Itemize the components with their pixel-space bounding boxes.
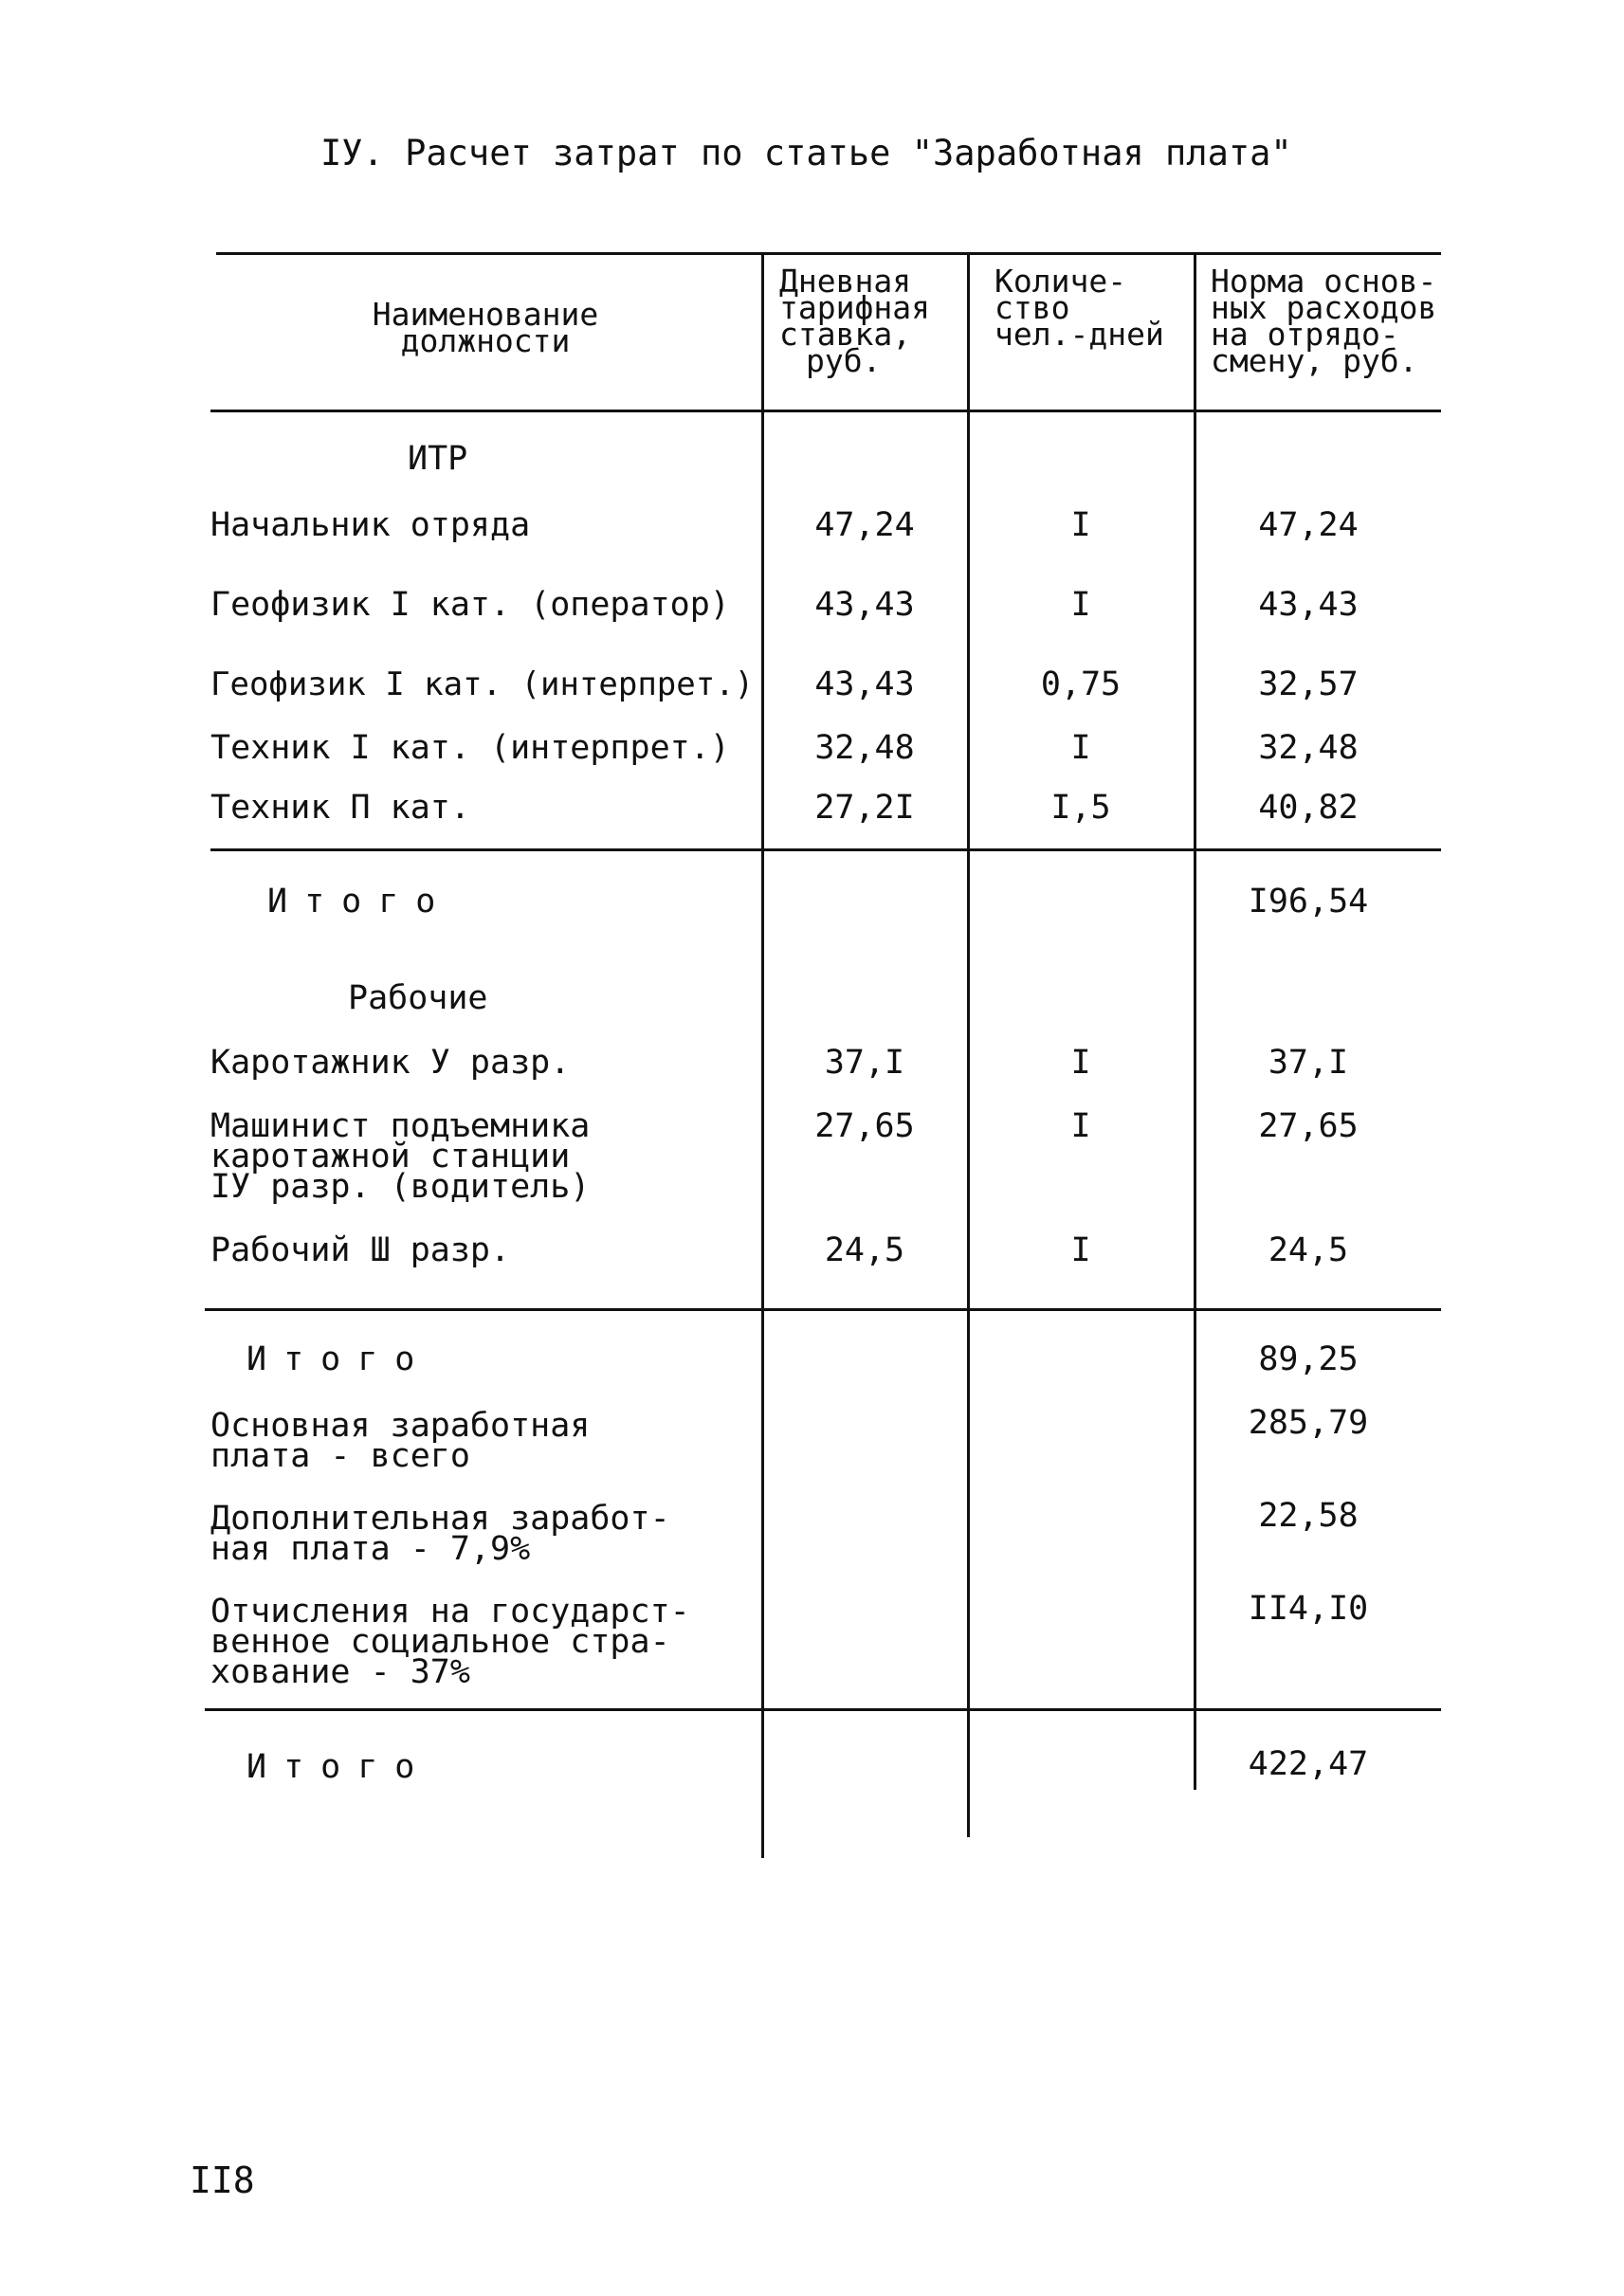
workers-total-value: 89,25	[1258, 1340, 1359, 1378]
row-name: Дополнительная заработ- ная плата - 7,9%	[210, 1500, 670, 1568]
table-top-rule	[216, 252, 1441, 255]
row-norm: 32,48	[1258, 729, 1359, 767]
header-days: Количе- ство чел.-дней	[994, 263, 1164, 353]
row-name: Машинист подъемника каротажной станции IУ разр. (водитель)	[210, 1107, 591, 1206]
row-name: Каротажник У разр.	[210, 1044, 571, 1082]
row-name: Техник I кат. (интерпрет.)	[210, 729, 730, 767]
grand-total-label: Итого	[246, 1748, 432, 1786]
row-norm: 47,24	[1258, 506, 1359, 544]
section-title-workers: Рабочие	[348, 979, 488, 1017]
row-norm: 27,65	[1258, 1107, 1359, 1145]
workers-rows-bottom-rule	[205, 1308, 1441, 1311]
page-number: II8	[190, 2159, 255, 2201]
row-rate: 37,I	[824, 1044, 905, 1082]
row-name: Основная заработная плата - всего	[210, 1407, 591, 1475]
grand-total-value: 422,47	[1248, 1745, 1369, 1783]
row-name: Геофизик I кат. (интерпрет.)	[210, 665, 755, 703]
row-days: I	[1070, 1044, 1091, 1082]
row-norm: 32,57	[1258, 665, 1359, 703]
row-name: Рабочий Ш разр.	[210, 1231, 511, 1269]
itr-total-label: Итого	[267, 883, 453, 920]
row-norm: 22,58	[1258, 1497, 1359, 1535]
row-norm: 43,43	[1258, 586, 1359, 624]
row-name: Отчисления на государст- венное социальное стра- хование - 37%	[210, 1593, 690, 1691]
row-days: I	[1070, 1231, 1091, 1269]
workers-total-label: Итого	[246, 1340, 432, 1378]
row-days: I,5	[1050, 789, 1111, 827]
row-days: 0,75	[1040, 665, 1122, 703]
itr-rows-bottom-rule	[210, 848, 1441, 851]
itr-total-value: I96,54	[1248, 883, 1369, 920]
page-title: IУ. Расчет затрат по статье "Заработная плата"	[320, 133, 1292, 173]
row-norm: II4,I0	[1248, 1590, 1369, 1628]
row-norm: 24,5	[1268, 1231, 1349, 1269]
row-name: Техник П кат.	[210, 789, 470, 827]
row-days: I	[1070, 586, 1091, 624]
header-bottom-rule	[210, 410, 1441, 412]
row-rate: 27,2I	[814, 789, 915, 827]
row-norm: 285,79	[1248, 1404, 1369, 1442]
row-rate: 32,48	[814, 729, 915, 767]
header-rate: Дневная тарифная ставка, руб.	[779, 263, 930, 379]
row-norm: 40,82	[1258, 789, 1359, 827]
row-days: I	[1070, 506, 1091, 544]
row-days: I	[1070, 1107, 1091, 1145]
row-name: Геофизик I кат. (оператор)	[210, 586, 730, 624]
summary-bottom-rule	[205, 1708, 1441, 1711]
row-days: I	[1070, 729, 1091, 767]
row-rate: 27,65	[814, 1107, 915, 1145]
row-rate: 47,24	[814, 506, 915, 544]
row-rate: 24,5	[824, 1231, 905, 1269]
header-norm: Норма основ- ных расходов на отрядо- смену, руб.	[1211, 263, 1437, 379]
header-name: Наименование должности	[372, 296, 599, 359]
row-norm: 37,I	[1268, 1044, 1349, 1082]
column-divider-2	[967, 252, 970, 1837]
row-rate: 43,43	[814, 665, 915, 703]
column-divider-3	[1194, 252, 1196, 1790]
section-title-itr: ИТР	[408, 440, 468, 478]
row-rate: 43,43	[814, 586, 915, 624]
row-name: Начальник отряда	[210, 506, 531, 544]
